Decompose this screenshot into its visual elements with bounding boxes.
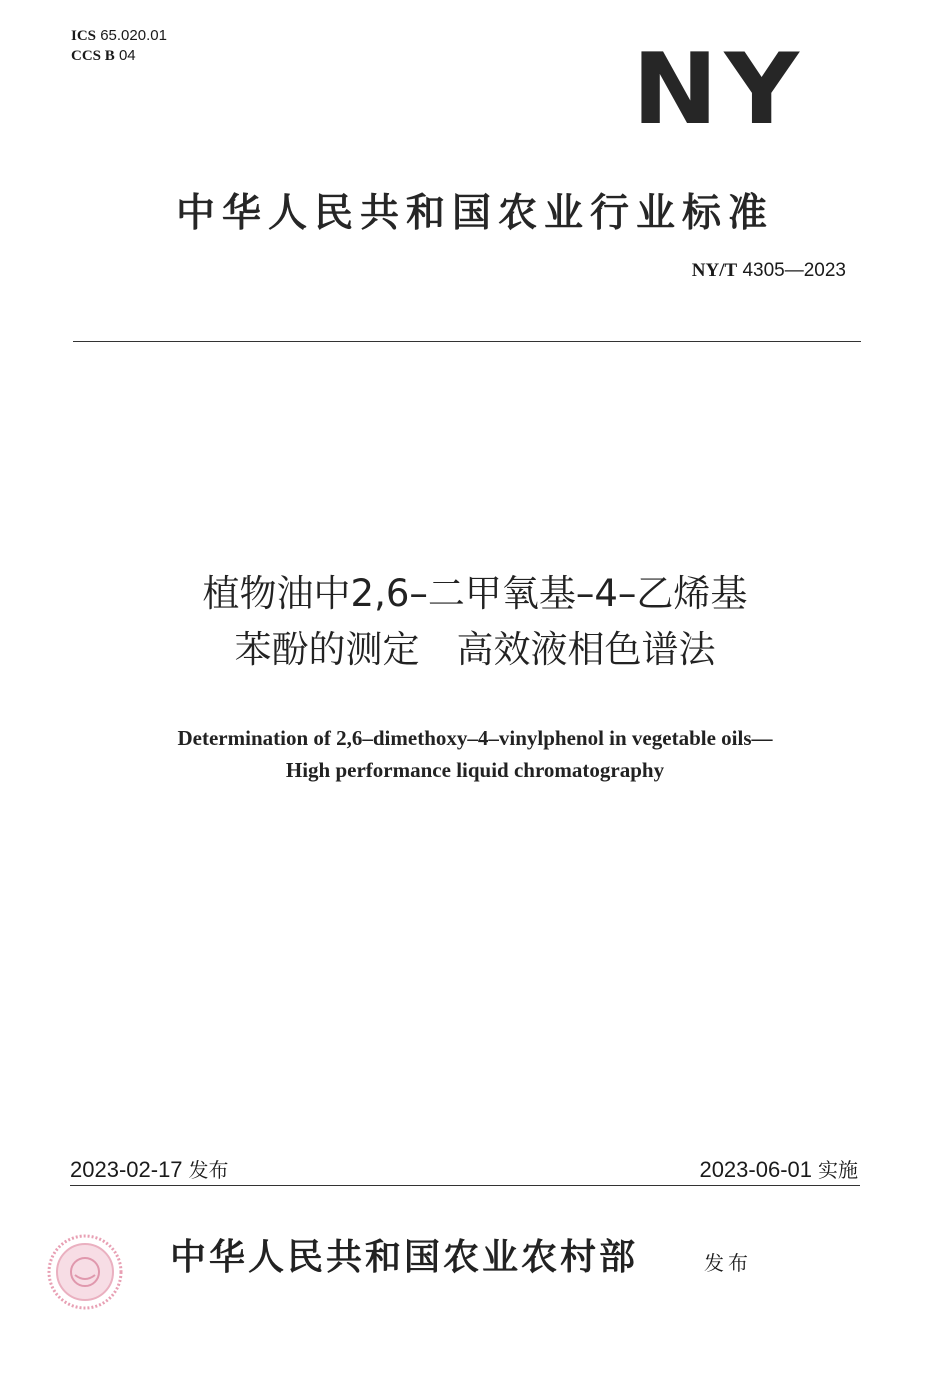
ministry-seal-icon xyxy=(46,1233,124,1311)
implement-date-value: 2023-06-01 xyxy=(699,1157,812,1182)
top-divider xyxy=(73,341,861,342)
implement-date xyxy=(699,1154,858,1183)
chinese-title-line-2: 苯酚的测定 高效液相色谱法 xyxy=(234,628,716,671)
standard-code-number: 4305—2023 xyxy=(742,260,846,281)
ny-logo: NY xyxy=(632,33,806,147)
issuing-ministry: 中华人民共和国农业农村部 xyxy=(170,1236,639,1278)
issue-label: 发布 xyxy=(704,1251,752,1275)
publish-date xyxy=(70,1154,229,1183)
publish-date-value: 2023-02-17 xyxy=(70,1157,183,1182)
standard-code xyxy=(692,260,846,282)
english-title xyxy=(60,722,890,786)
chinese-title-line-1: 植物油中2,6–二甲氧基–4–乙烯基 xyxy=(202,572,748,615)
publish-label: 发布 xyxy=(188,1158,229,1182)
standard-type-title: 中华人民共和国农业行业标准 xyxy=(175,191,774,236)
classification-codes xyxy=(71,26,167,66)
english-title-line-2: High performance liquid chromatography xyxy=(285,758,665,782)
ccs-code: CCS B 04 xyxy=(71,47,136,64)
ics-code: ICS 65.020.01 xyxy=(71,27,167,44)
seal-inner-disc xyxy=(57,1244,113,1300)
implement-label: 实施 xyxy=(818,1158,858,1182)
chinese-title xyxy=(60,566,890,678)
standard-code-prefix: NY/T xyxy=(691,260,738,281)
english-title-line-1: Determination of 2,6–dimethoxy–4–vinylphenol in vegetable oils— xyxy=(177,726,773,750)
bottom-divider xyxy=(70,1185,860,1186)
